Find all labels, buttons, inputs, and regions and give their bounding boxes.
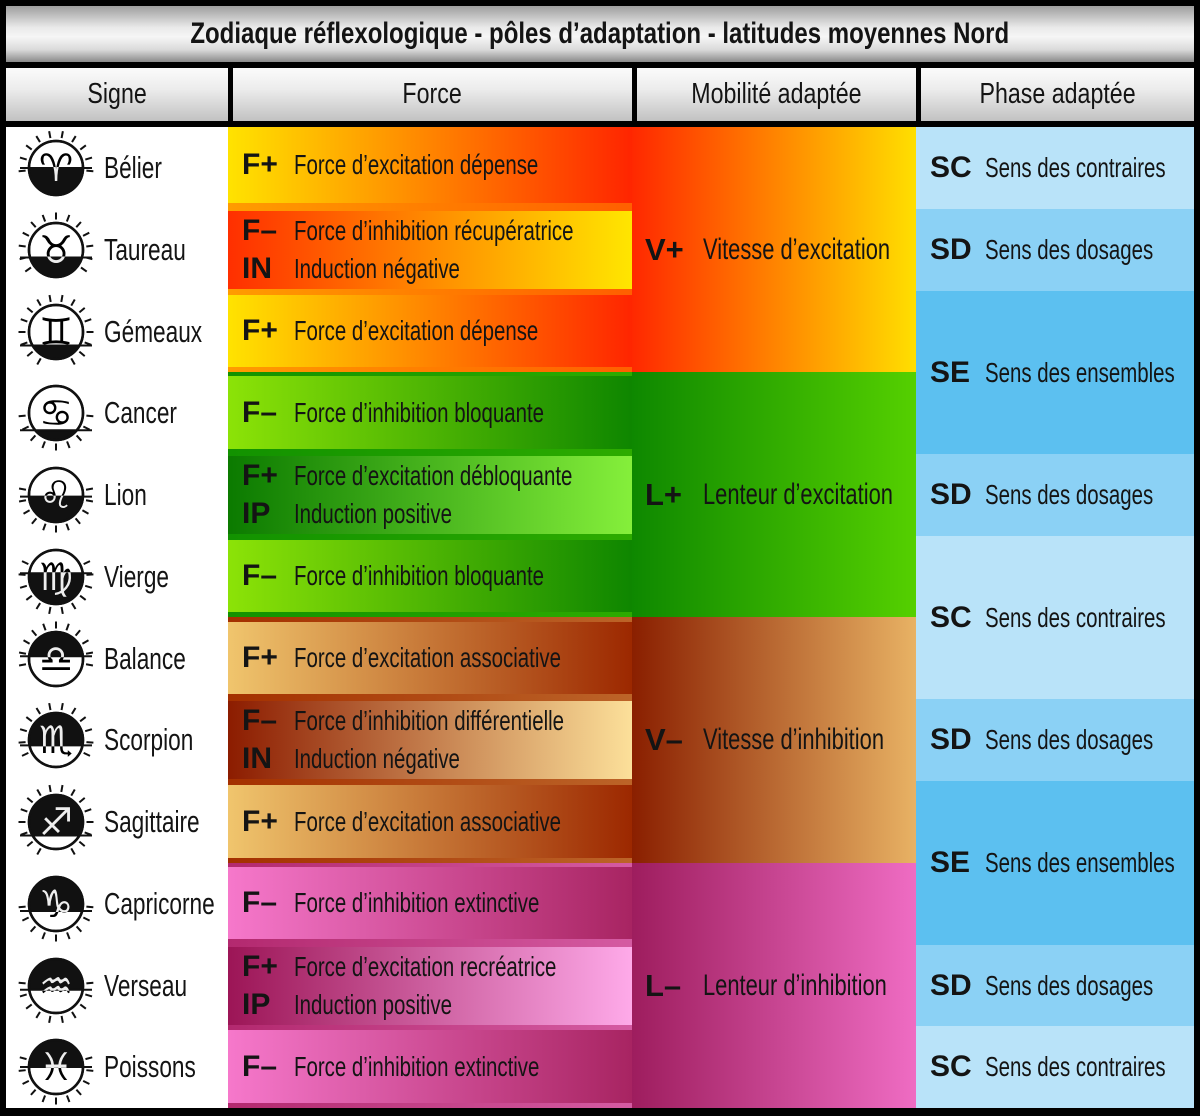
force-label: Force d’excitation associative (294, 805, 561, 837)
phase-cell (916, 536, 1194, 699)
force-code: F– (242, 214, 278, 247)
zodiac-symbol: ♓ (38, 1045, 74, 1089)
column-header-phase-label: Phase adaptée (979, 78, 1136, 110)
sign-row-capricorne (6, 863, 228, 945)
belier-icon (16, 128, 96, 208)
force-label: Force d’inhibition extinctive (294, 1050, 540, 1082)
force-code: F+ (242, 148, 278, 181)
zodiac-symbol: ♋ (38, 391, 74, 435)
column-header-signe (6, 68, 228, 121)
force-code: F– (242, 395, 278, 429)
zodiac-symbol: ♐ (38, 800, 74, 844)
sign-name: Capricorne (104, 886, 215, 921)
force-cell-cancer (228, 376, 632, 449)
phase-label: Sens des ensembles (985, 356, 1175, 388)
vierge-icon (16, 537, 96, 617)
phase-cell (916, 945, 1194, 1026)
column-header-force-label: Force (402, 78, 463, 110)
force-label: Induction positive (294, 498, 452, 529)
force-code: IN (242, 252, 272, 285)
force-label: Force d’excitation dépense (294, 315, 539, 346)
force-cell-taureau (228, 211, 632, 289)
zodiac-symbol: ♈ (38, 146, 74, 190)
sign-name: Vierge (104, 559, 170, 594)
force-cell-vierge (228, 540, 632, 612)
phase-cell (916, 1026, 1194, 1108)
force-label: Force d’excitation associative (294, 642, 561, 673)
force-cell-sagittaire (228, 785, 632, 858)
poissons-icon (16, 1027, 96, 1107)
gemeaux-icon (16, 292, 96, 372)
sign-row-balance (6, 618, 228, 700)
force-cell-poissons (228, 1030, 632, 1103)
force-code: F– (242, 1049, 278, 1083)
force-label: Force d’inhibition extinctive (294, 887, 540, 918)
force-code: F– (242, 704, 278, 737)
sign-name: Scorpion (104, 722, 194, 757)
sign-name: Verseau (104, 968, 188, 1003)
sign-name: Bélier (104, 150, 162, 185)
column-header-signe-label: Signe (87, 78, 147, 110)
sign-name: Taureau (104, 232, 186, 267)
sign-row-verseau (6, 945, 228, 1027)
force-code: F– (242, 559, 278, 592)
sign-name: Gémeaux (104, 314, 203, 349)
force-label: Force d’inhibition récupératrice (294, 215, 574, 246)
force-code: F– (242, 886, 278, 919)
zodiac-symbol: ♑ (38, 882, 74, 926)
phase-code: SE (930, 846, 971, 879)
phase-label: Sens des contraires (985, 601, 1166, 633)
phase-code: SD (930, 723, 972, 756)
sign-row-gemeaux (6, 291, 228, 373)
force-label: Force d’inhibition bloquante (294, 396, 544, 428)
phase-code: SD (930, 233, 972, 266)
force-code: F+ (242, 950, 278, 983)
sign-row-poissons (6, 1026, 228, 1108)
sign-name: Cancer (104, 395, 177, 430)
phase-label: Sens des dosages (985, 969, 1154, 1001)
phase-label: Sens des contraires (985, 1051, 1166, 1082)
scorpion-icon (16, 700, 96, 780)
mobility-cell-v-plus (632, 127, 916, 372)
mobility-code: V– (645, 722, 683, 757)
force-cell-scorpion (228, 701, 632, 779)
column-header-force (233, 68, 632, 121)
force-code: IP (242, 988, 271, 1021)
zodiac-symbol: ♍ (38, 555, 74, 599)
force-code: F+ (242, 459, 278, 492)
force-label: Induction négative (294, 253, 460, 284)
sign-name: Sagittaire (104, 804, 200, 839)
force-label: Force d’inhibition bloquante (294, 560, 544, 591)
zodiac-symbol: ♊ (38, 310, 74, 354)
force-label: Force d’excitation recréatrice (294, 951, 557, 982)
cancer-icon (16, 373, 96, 453)
zodiac-symbol: ♒ (38, 964, 74, 1008)
force-code: F+ (242, 804, 278, 838)
force-code: F+ (242, 314, 278, 347)
page-title: Zodiaque réflexologique - pôles d’adaptation - latitudes moyennes Nord (190, 17, 1010, 50)
force-cell-verseau (228, 947, 632, 1025)
sign-row-belier (6, 127, 228, 209)
phase-cell (916, 454, 1194, 536)
phase-label: Sens des contraires (985, 152, 1166, 183)
mobility-label: Vitesse d’inhibition (703, 723, 885, 756)
mobility-cell-v-minus (632, 617, 916, 863)
force-cell-gemeaux (228, 295, 632, 367)
force-label: Induction positive (294, 989, 452, 1020)
phase-code: SE (930, 355, 971, 389)
balance-icon (16, 619, 96, 699)
column-header-mobilite-label: Mobilité adaptée (691, 78, 862, 110)
sign-name: Lion (104, 477, 147, 512)
mobility-cell-l-plus (632, 372, 916, 617)
mobility-label: Vitesse d’excitation (703, 232, 891, 266)
force-label: Force d’excitation dépense (294, 149, 539, 180)
phase-label: Sens des dosages (985, 479, 1154, 510)
phase-cell (916, 291, 1194, 454)
force-code: F+ (242, 641, 278, 674)
force-label: Force d’excitation débloquante (294, 460, 573, 491)
phase-cell (916, 209, 1194, 291)
column-header-phase (921, 68, 1194, 121)
sign-row-cancer (6, 372, 228, 454)
taureau-icon (16, 210, 96, 290)
force-label: Induction négative (294, 743, 460, 774)
phase-code: SC (930, 1050, 972, 1083)
phase-cell (916, 699, 1194, 781)
force-cell-balance (228, 622, 632, 694)
sign-row-taureau (6, 209, 228, 291)
zodiac-symbol: ♌ (38, 473, 74, 517)
phase-code: SC (930, 151, 972, 184)
force-code: IP (242, 497, 271, 530)
mobility-code: L– (645, 967, 682, 1003)
mobility-cell-l-minus (632, 863, 916, 1108)
capricorne-icon (16, 864, 96, 944)
sagittaire-icon (16, 782, 96, 862)
zodiac-symbol: ♏ (38, 718, 74, 762)
sign-row-vierge (6, 536, 228, 618)
phase-label: Sens des dosages (985, 234, 1154, 265)
table-title-bar (6, 6, 1194, 62)
verseau-icon (16, 946, 96, 1026)
force-cell-capricorne (228, 867, 632, 939)
mobility-code: V+ (645, 231, 684, 267)
phase-label: Sens des ensembles (985, 847, 1175, 878)
lion-icon (16, 455, 96, 535)
mobility-code: L+ (645, 476, 683, 512)
force-cell-belier (228, 127, 632, 203)
mobility-label: Lenteur d’excitation (703, 477, 893, 511)
sign-row-scorpion (6, 699, 228, 781)
phase-code: SD (930, 478, 972, 511)
zodiac-symbol: ♎ (38, 637, 74, 681)
zodiac-symbol: ♉ (38, 228, 74, 272)
force-cell-lion (228, 456, 632, 534)
mobility-label: Lenteur d’inhibition (703, 968, 887, 1002)
phase-code: SC (930, 600, 972, 634)
phase-label: Sens des dosages (985, 724, 1154, 755)
column-header-mobilite (637, 68, 916, 121)
sign-name: Poissons (104, 1049, 196, 1084)
sign-name: Balance (104, 641, 186, 676)
phase-cell (916, 781, 1194, 945)
phase-code: SD (930, 968, 972, 1002)
phase-cell (916, 127, 1194, 209)
force-label: Force d’inhibition différentielle (294, 705, 565, 736)
sign-row-sagittaire (6, 781, 228, 863)
sign-row-lion (6, 454, 228, 536)
force-code: IN (242, 742, 272, 775)
